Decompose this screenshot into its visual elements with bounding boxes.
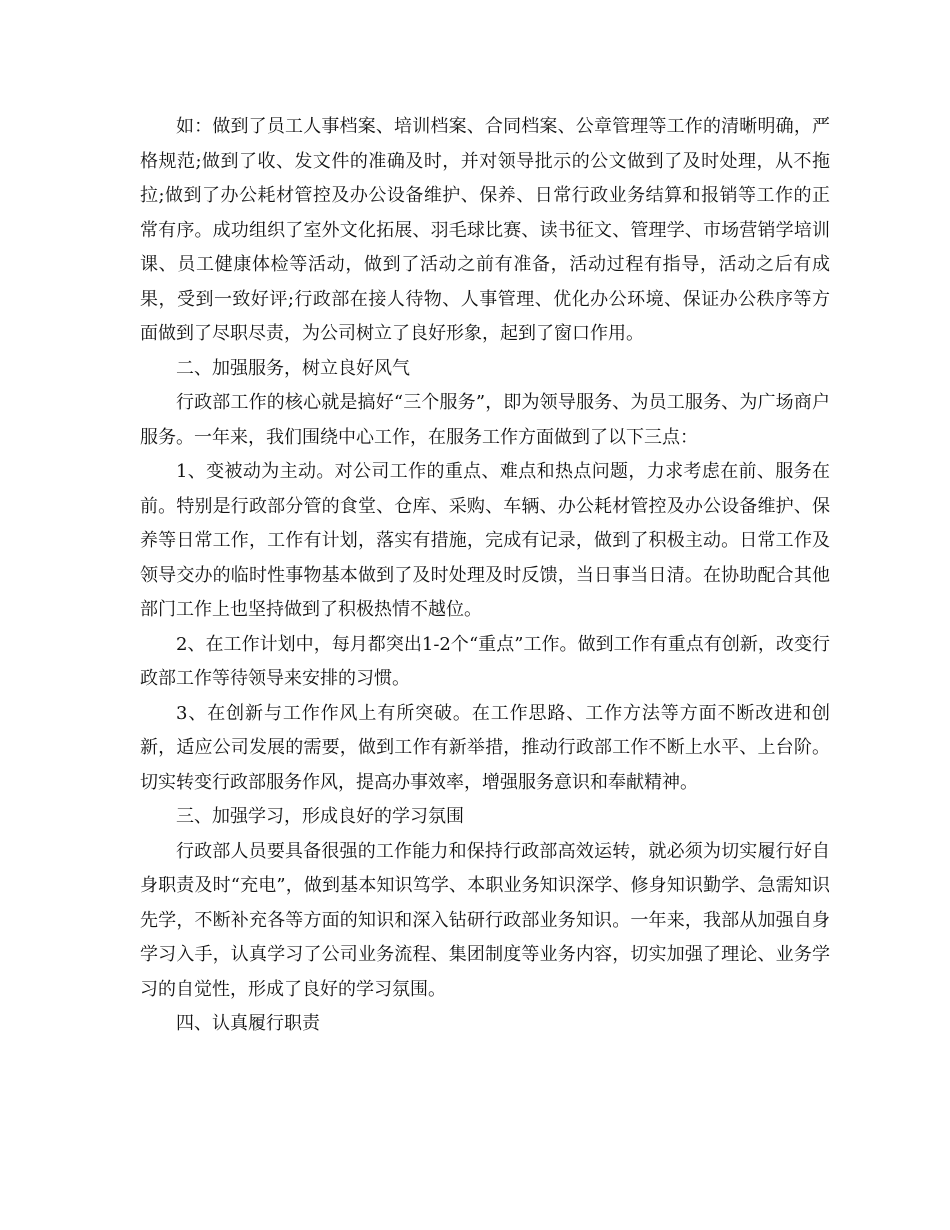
document-body	[140, 110, 830, 1042]
paragraph-achievements: 如：做到了员工人事档案、培训档案、合同档案、公章管理等工作的清晰明确，严格规范;做到了收、发文件的准确及时，并对领导批示的公文做到了及时处理，从不拖拉;做到了办公耗材管控及办公设备维护、保养、日常行政业务结算和报销等工作的正常有序。成功组织了室外文化拓展、羽毛球比赛、读书征文、管理学、市场营销学培训课、员工健康体检等活动，做到了活动之前有准备，活动过程有指导，活动之后有成果，受到一致好评;行政部在接人待物、人事管理、优化办公环境、保证办公秩序等方面做到了尽职尽责，为公司树立了良好形象，起到了窗口作用。	[140, 116, 830, 344]
heading-strengthen-learning: 三、加强学习，形成良好的学习氛围	[176, 806, 464, 827]
heading-strengthen-service: 二、加强服务，树立良好风气	[176, 357, 410, 379]
paragraph-three-services: 行政部工作的核心就是搞好“三个服务”，即为领导服务、为员工服务、为广场商户服务。一年来，我们围绕中心工作，在服务工作方面做到了以下三点：	[140, 392, 830, 448]
heading-fulfill-duties: 四、认真履行职责	[176, 1013, 320, 1034]
paragraph-point-3: 3、在创新与工作作风上有所突破。在工作思路、工作方法等方面不断改进和创新，适应公司发展的需要，做到工作有新举措，推动行政部工作不断上水平、上台阶。切实转变行政部服务作风，提高办事效率，增强服务意识和奉献精神。	[140, 702, 830, 793]
paragraph-point-1: 1、变被动为主动。对公司工作的重点、难点和热点问题，力求考虑在前、服务在前。特别是行政部分管的食堂、仓库、采购、车辆、办公耗材管控及办公设备维护、保养等日常工作，工作有计划，落实有措施，完成有记录，做到了积极主动。日常工作及领导交办的临时性事物基本做到了及时处理及时反馈，当日事当日清。在协助配合其他部门工作上也坚持做到了积极热情不越位。	[140, 461, 830, 620]
paragraph-point-2: 2、在工作计划中，每月都突出1-2个“重点”工作。做到工作有重点有创新，改变行政部工作等待领导来安排的习惯。	[140, 633, 830, 689]
paragraph-learning: 行政部人员要具备很强的工作能力和保持行政部高效运转，就必须为切实履行好自身职责及时“充电”，做到基本知识笃学、本职业务知识深学、修身知识勤学、急需知识先学，不断补充各等方面的知识和深入钻研行政部业务知识。一年来，我部从加强自身学习入手，认真学习了公司业务流程、集团制度等业务内容，切实加强了理论、业务学习的自觉性，形成了良好的学习氛围。	[140, 840, 830, 1000]
